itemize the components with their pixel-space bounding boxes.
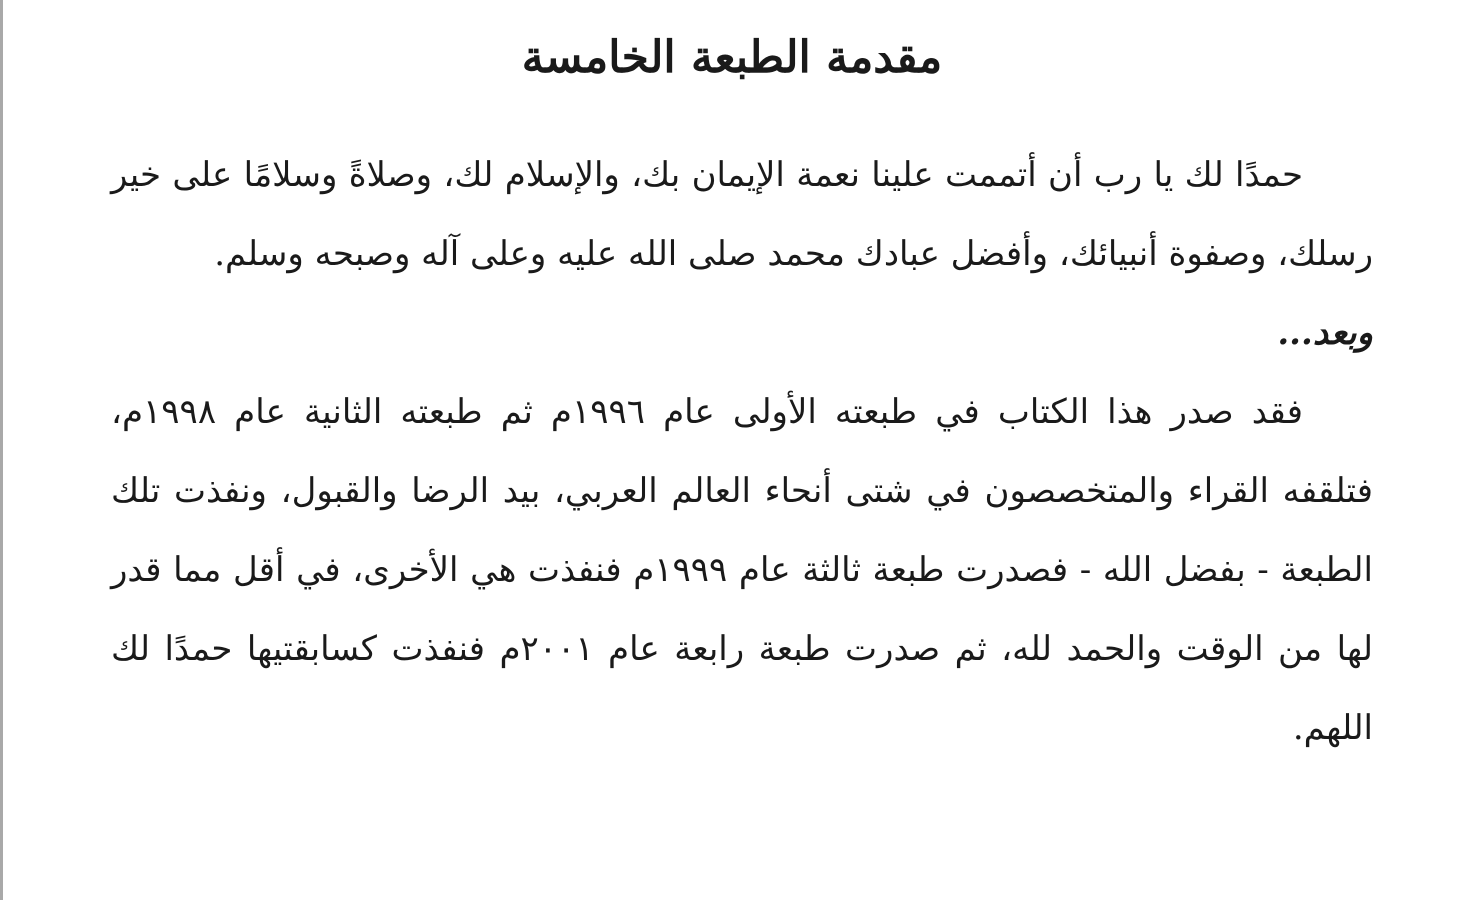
paragraph-opening: حمدًا لك يا رب أن أتممت علينا نعمة الإيمان بك، والإسلام لك، وصلاةً وسلامًا على خير رسلك، وصفوة أنبيائك، وأفضل عبادك محمد صلى الله عليه وعلى آله وصبحه وسلم. (111, 155, 1373, 274)
paragraph-editions: فقد صدر هذا الكتاب في طبعته الأولى عام ١٩٩٦م ثم طبعته الثانية عام ١٩٩٨م، فتلقفه القراء والمتخصصون في شتى أنحاء العالم العربي، بيد الرضا والقبول، ونفذت تلك الطبعة - بفضل الله - فصدرت طبعة ثالثة عام ١٩٩٩م فنفذت هي الأخرى، في أقل مما قدر لها من الوقت والحمد لله، ثم صدرت طبعة رابعة عام ٢٠٠١م فنفذت كسابقتيها حمدًا لك اللهم. (111, 392, 1373, 748)
lead-in: وبعد... (1277, 313, 1373, 353)
body-text (111, 136, 1373, 768)
page-title: مقدمة الطبعة الخامسة (521, 32, 943, 83)
